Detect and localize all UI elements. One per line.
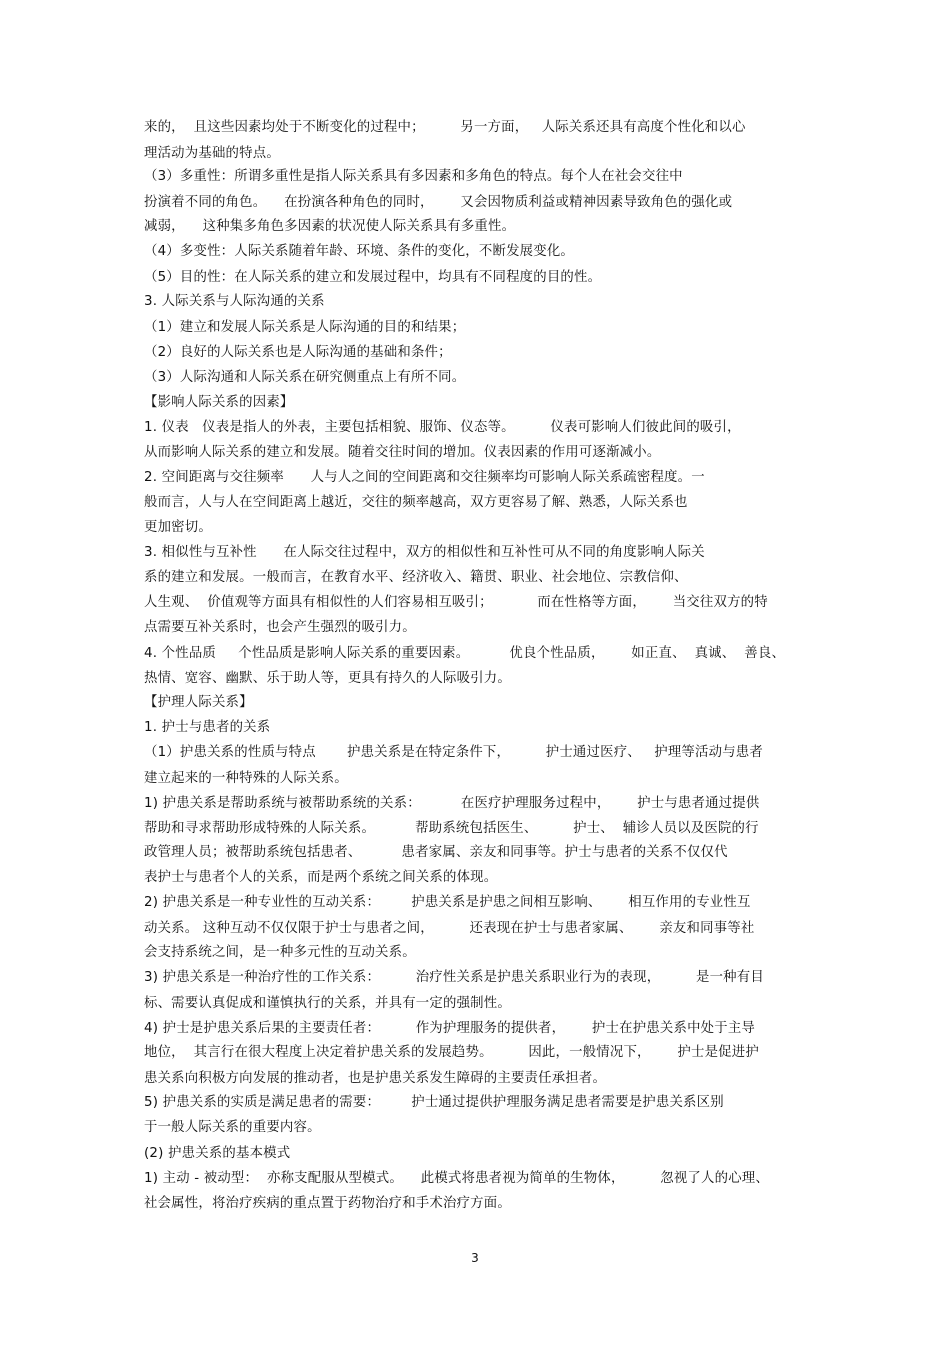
text-line: 1) 护患关系是帮助系统与被帮助系统的关系： 在医疗护理服务过程中， 护士与患者通过提供 [144, 796, 760, 811]
text-line: （4）多变性：人际关系随着年龄、环境、条件的变化，不断发展变化。 [144, 244, 575, 259]
text-line: （1）护患关系的性质与特点 护患关系是在特定条件下， 护士通过医疗、 护理等活动与患者 [144, 745, 763, 760]
text-line: 1) 主动 - 被动型： 亦称支配服从型模式。 此模式将患者视为简单的生物体， 忽视了人的心理、 [144, 1171, 769, 1186]
text-line: （3）人际沟通和人际关系在研究侧重点上有所不同。 [144, 370, 466, 385]
text-line: 般而言，人与人在空间距离上越近，交往的频率越高，双方更容易了解、熟悉，人际关系也 [144, 495, 688, 510]
text-line: 3. 相似性与互补性 在人际交往过程中，双方的相似性和互补性可从不同的角度影响人际关 [144, 545, 705, 560]
text-line: （2）良好的人际关系也是人际沟通的基础和条件； [144, 345, 452, 360]
text-line: 会支持系统之间，是一种多元性的互动关系。 [144, 945, 416, 960]
text-line: 点需要互补关系时，也会产生强烈的吸引力。 [144, 620, 416, 635]
page-number: 3 [471, 1251, 479, 1265]
text-line: 患关系向积极方向发展的推动者，也是护患关系发生障碍的主要责任承担者。 [144, 1071, 607, 1086]
text-line: 【护理人际关系】 [144, 695, 253, 710]
text-line: 2. 空间距离与交往频率 人与人之间的空间距离和交往频率均可影响人际关系疏密程度。一 [144, 470, 705, 485]
text-line: 理活动为基础的特点。 [144, 146, 280, 161]
text-line: 政管理人员；被帮助系统包括患者、 患者家属、亲友和同事等。护士与患者的关系不仅仅代 [144, 845, 728, 860]
text-line: （3）多重性：所谓多重性是指人际关系具有多因素和多角色的特点。每个人在社会交往中 [144, 169, 683, 184]
text-line: 人生观、 价值观等方面具有相似性的人们容易相互吸引； 而在性格等方面， 当交往双方的特 [144, 595, 768, 610]
text-line: 系的建立和发展。一般而言，在教育水平、经济收入、籍贯、职业、社会地位、宗教信仰、 [144, 570, 688, 585]
text-line: 5) 护患关系的实质是满足患者的需要： 护士通过提供护理服务满足患者需要是护患关系区别 [144, 1095, 724, 1110]
text-line: 标、需要认真促成和谨慎执行的关系，并具有一定的强制性。 [144, 996, 511, 1011]
text-line: 【影响人际关系的因素】 [144, 395, 294, 410]
text-line: 地位， 其言行在很大程度上决定着护患关系的发展趋势。 因此，一般情况下， 护士是促进护 [144, 1045, 759, 1060]
text-line: （1）建立和发展人际关系是人际沟通的目的和结果； [144, 320, 466, 335]
text-line: 于一般人际关系的重要内容。 [144, 1120, 321, 1135]
text-line: 3) 护患关系是一种治疗性的工作关系： 治疗性关系是护患关系职业行为的表现， 是一种有目 [144, 970, 764, 985]
text-line: （5）目的性：在人际关系的建立和发展过程中，均具有不同程度的目的性。 [144, 270, 602, 285]
text-line: 扮演着不同的角色。 在扮演各种角色的同时， 又会因物质利益或精神因素导致角色的强化或 [144, 195, 733, 210]
text-line: 建立起来的一种特殊的人际关系。 [144, 771, 348, 786]
text-line: 动关系。 这种互动不仅仅限于护士与患者之间， 还表现在护士与患者家属、 亲友和同事等社 [144, 921, 755, 936]
text-line: 更加密切。 [144, 520, 212, 535]
text-line: 帮助和寻求帮助形成特殊的人际关系。 帮助系统包括医生、 护士、 辅诊人员以及医院的行 [144, 821, 759, 836]
text-line: 2) 护患关系是一种专业性的互动关系： 护患关系是护患之间相互影响、 相互作用的专业性互 [144, 895, 751, 910]
text-line: 来的， 且这些因素均处于不断变化的过程中； 另一方面， 人际关系还具有高度个性化和以心 [144, 120, 746, 135]
text-line: 3. 人际关系与人际沟通的关系 [144, 294, 325, 309]
text-line: 1. 护士与患者的关系 [144, 720, 271, 735]
text-line: 4) 护士是护患关系后果的主要责任者： 作为护理服务的提供者， 护士在护患关系中处于主导 [144, 1021, 756, 1036]
text-line: 减弱， 这种集多角色多因素的状况使人际关系具有多重性。 [144, 219, 516, 234]
text-line: 表护士与患者个人的关系，而是两个系统之间关系的体现。 [144, 870, 498, 885]
text-line: 1. 仪表 仪表是指人的外表，主要包括相貌、服饰、仪态等。 仪表可影响人们彼此间的吸引， [144, 420, 741, 435]
text-line: 社会属性，将治疗疾病的重点置于药物治疗和手术治疗方面。 [144, 1196, 511, 1211]
text-line: 4. 个性品质 个性品质是影响人际关系的重要因素。 优良个性品质， 如正直、 真诚、 善良、 [144, 646, 786, 661]
text-line: 热情、宽容、幽默、乐于助人等，更具有持久的人际吸引力。 [144, 671, 511, 686]
text-line: (2) 护患关系的基本模式 [144, 1146, 291, 1161]
text-line: 从而影响人际关系的建立和发展。随着交往时间的增加。仪表因素的作用可逐渐减小。 [144, 445, 661, 460]
